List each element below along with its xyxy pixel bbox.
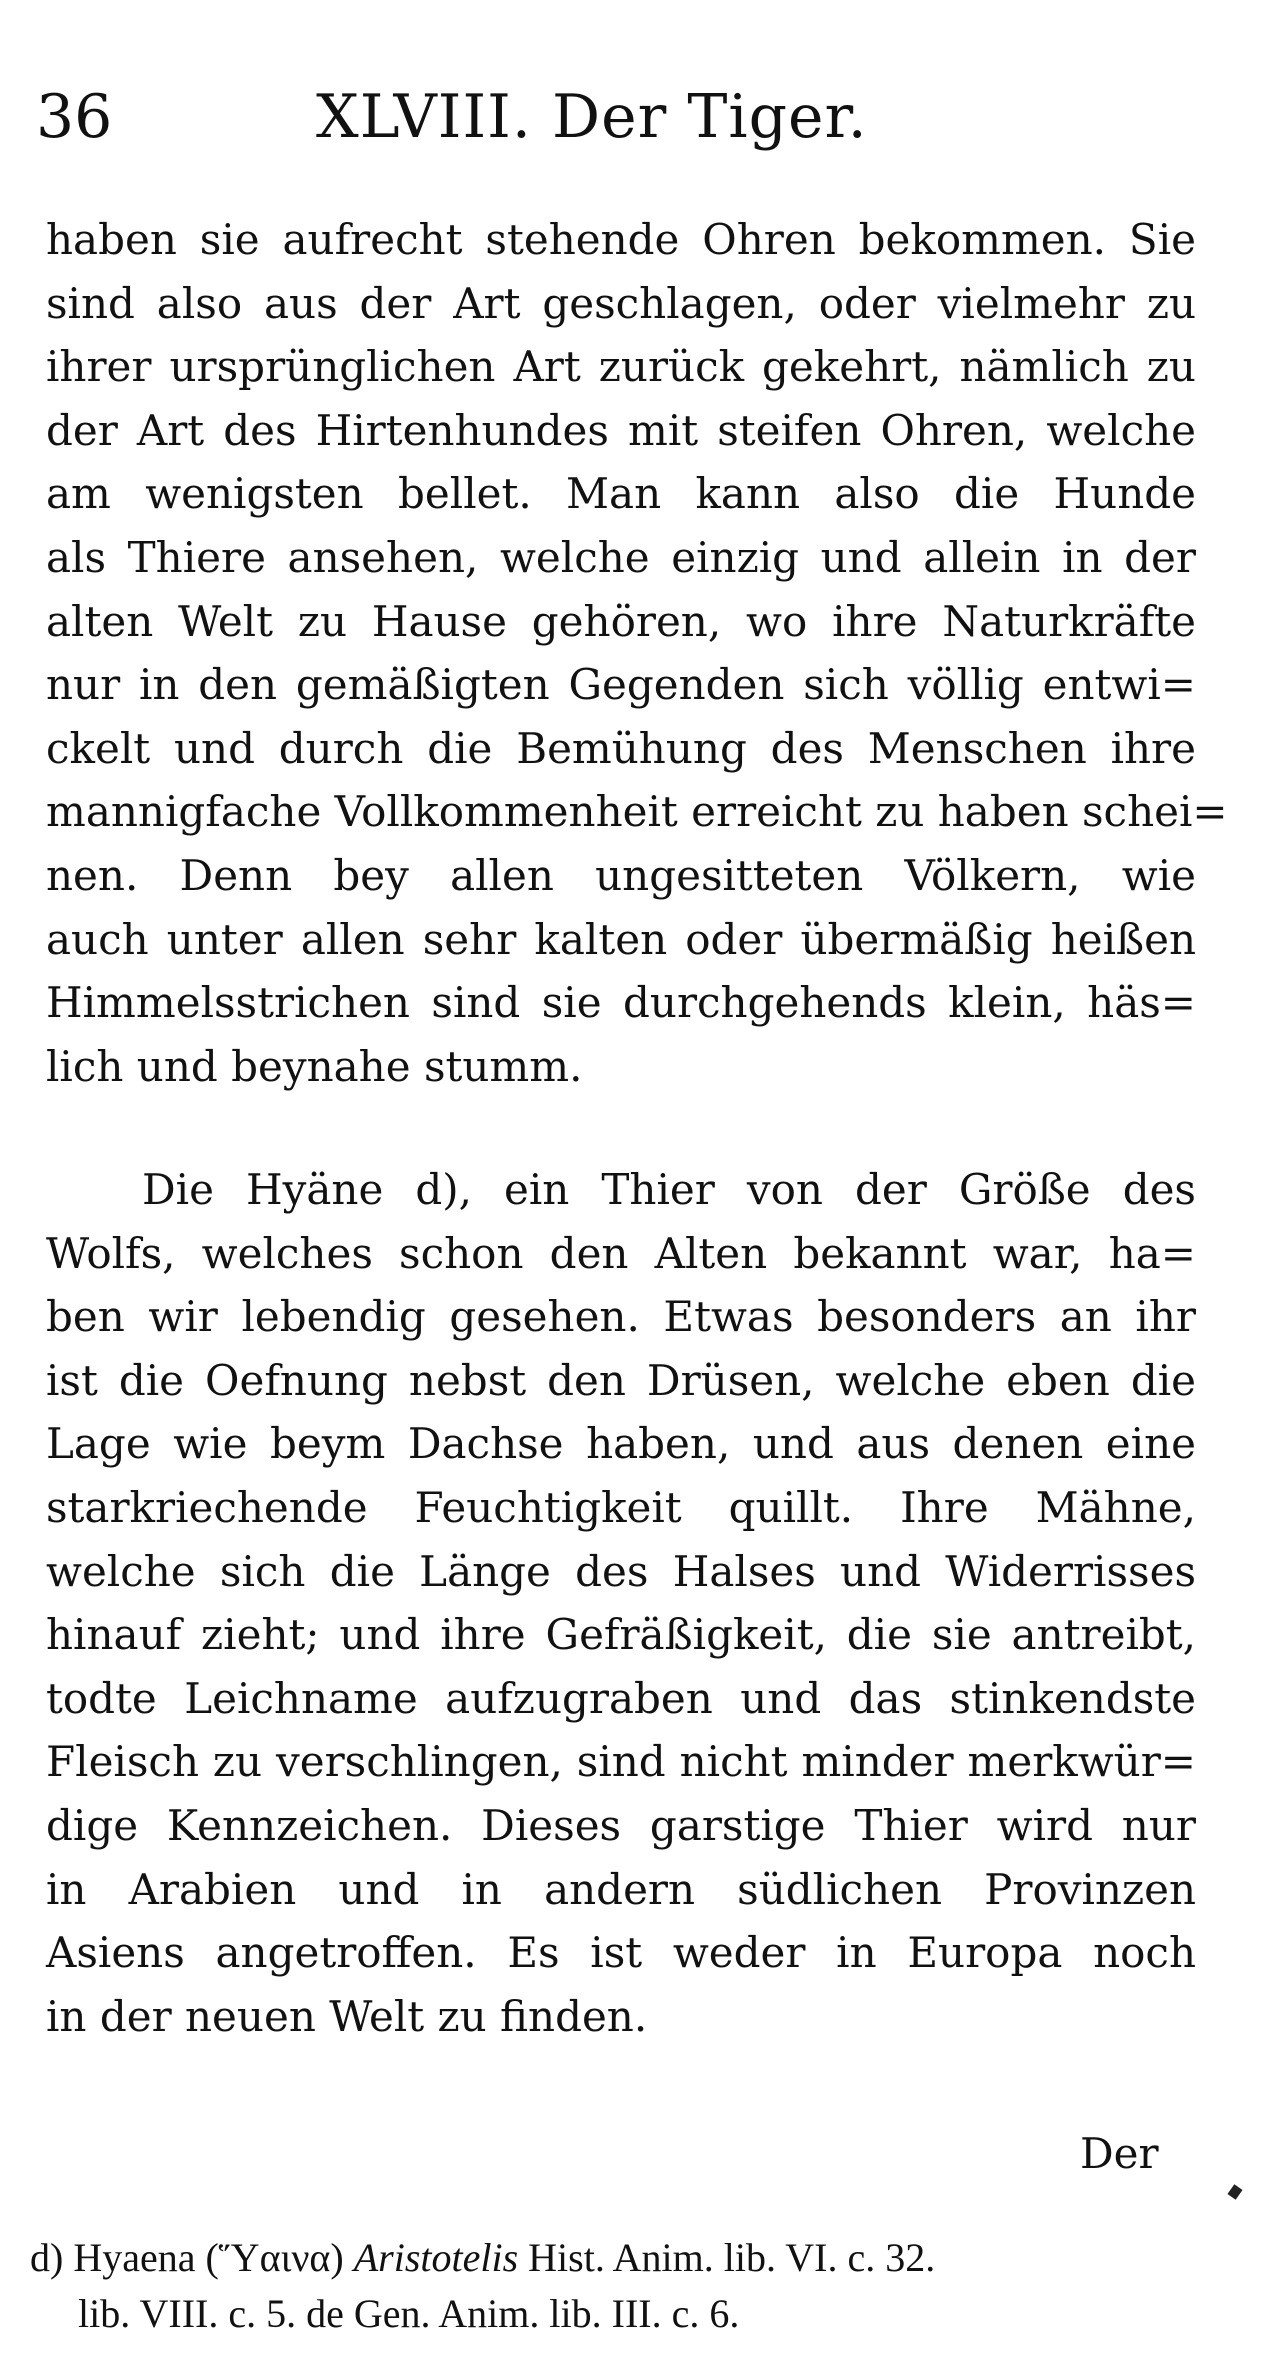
text-line: Lage wie beym Dachse haben, und aus denen eine [46,1419,1196,1469]
text-line: am wenigsten bellet. Man kann also die Hunde [46,469,1196,519]
footnote-author: Aristotelis [353,2235,519,2280]
footnote-text: d) Hyaena (Ὕαινα) [30,2235,354,2280]
paragraph-hyena [46,1158,1196,2048]
text-line: welche sich die Länge des Halses und Widerrisses [46,1546,1196,1596]
text-line: ckelt und durch die Bemühung des Menschen ihre [46,723,1196,773]
catchword: Der [1080,2129,1159,2178]
text-line: ist die Oefnung nebst den Drüsen, welche eben die [46,1355,1196,1405]
text-line: lich und beynahe stumm. [46,1041,583,1091]
text-line: dige Kennzeichen. Dieses garstige Thier wird nur [46,1800,1196,1850]
text-line: ben wir lebendig gesehen. Etwas besonders an ihr [46,1292,1196,1342]
footnote-line: lib. VIII. c. 5. de Gen. Anim. lib. III. c. 6. [78,2291,740,2336]
text-line: als Thiere ansehen, welche einzig und allein in der [46,532,1196,582]
text-line: starkriechende Feuchtigkeit quillt. Ihre Mähne, [46,1482,1196,1532]
text-line: Die Hyäne d), ein Thier von der Größe des [142,1165,1196,1214]
text-line: in Arabien und in andern südlichen Provinzen [46,1864,1196,1914]
text-line: Wolfs, welches schon den Alten bekannt war, ha= [46,1228,1196,1278]
page-header [36,72,1236,162]
text-line: auch unter allen sehr kalten oder übermäßig heißen [46,914,1196,964]
ink-speck [1227,2184,1242,2200]
running-title: XLVIII. Der Tiger. [316,82,868,152]
paragraph-dogs [46,208,1228,1098]
text-line: der Art des Hirtenhundes mit steifen Ohren, welche [46,405,1196,455]
text-line: Fleisch zu verschlingen, sind nicht minder merkwür= [46,1737,1196,1787]
text-line: nur in den gemäßigten Gegenden sich völlig entwi= [46,660,1196,710]
text-line: ihrer ursprünglichen Art zurück gekehrt, nämlich zu [46,342,1196,392]
footnote [30,2230,1210,2342]
text-line: alten Welt zu Hause gehören, wo ihre Naturkräfte [46,596,1196,646]
text-line: mannigfache Vollkommenheit erreicht zu haben schei= [46,787,1228,837]
text-line: nen. Denn bey allen ungesitteten Völkern, wie [46,850,1196,900]
text-line: hinauf zieht; und ihre Gefräßigkeit, die sie antreibt, [46,1610,1196,1660]
text-line: Himmelsstrichen sind sie durchgehends klein, häs= [46,978,1196,1028]
text-line: sind also aus der Art geschlagen, oder vielmehr zu [46,278,1196,328]
page-number: 36 [36,82,113,152]
text-line: haben sie aufrecht stehende Ohren bekommen. Sie [46,215,1196,264]
footnote-text: Hist. Anim. lib. VI. c. 32. [518,2235,936,2280]
text-line: todte Leichname aufzugraben und das stinkendste [46,1673,1196,1723]
text-line: Asiens angetroffen. Es ist weder in Europa noch [46,1928,1196,1978]
footnote-line [30,2230,1210,2286]
text-line: in der neuen Welt zu finden. [46,1991,648,2041]
